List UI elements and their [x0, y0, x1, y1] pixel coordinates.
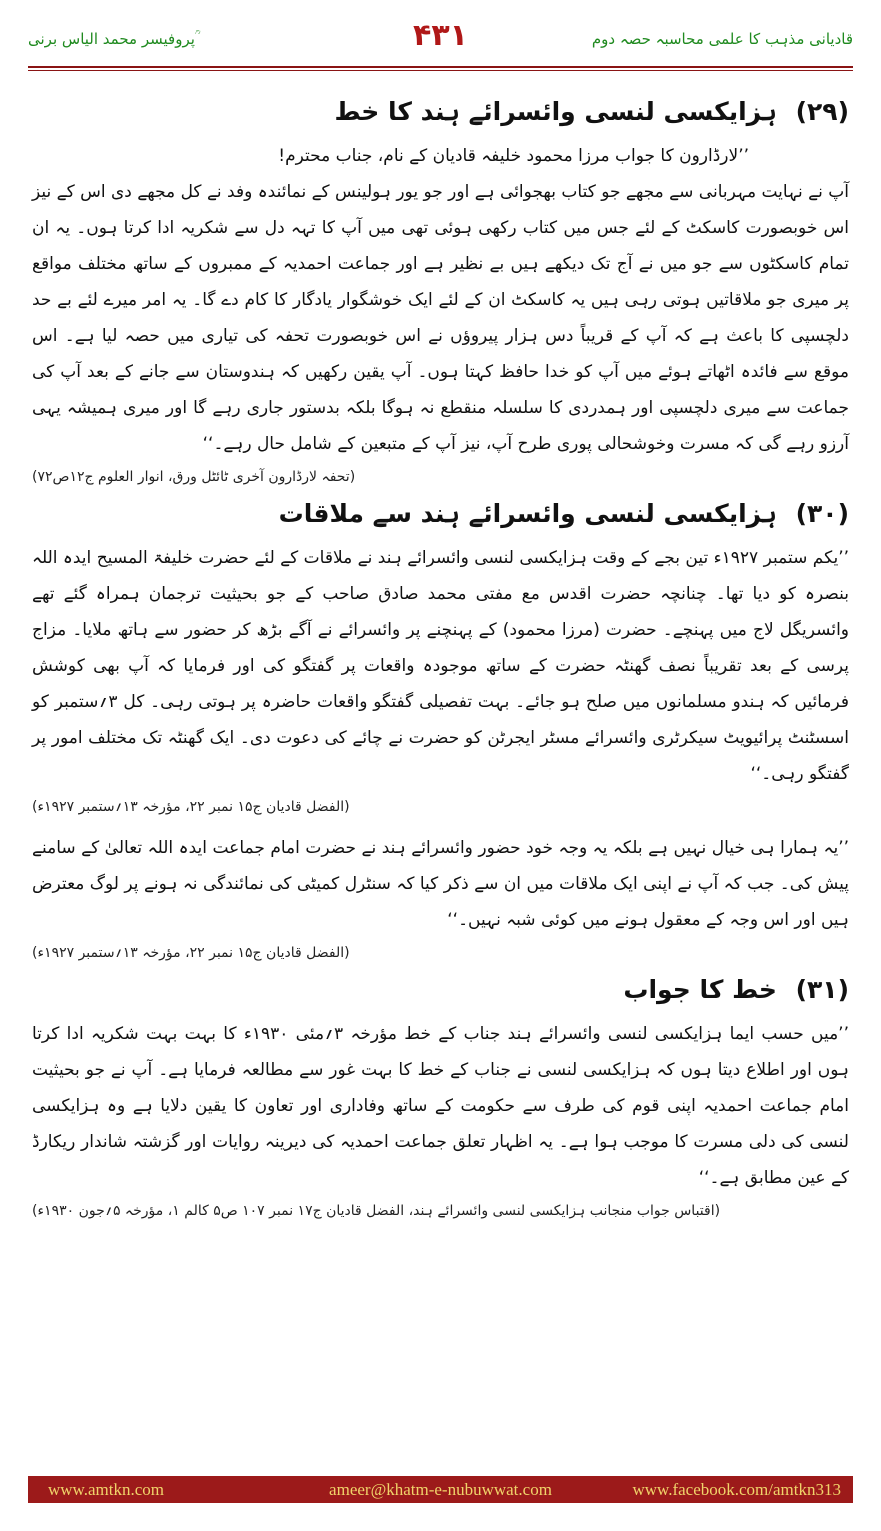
reference-citation: (اقتباس جواب منجانب ہزایکسی لنسی وائسرائے ہند، الفضل قادیان ج۱۷ نمبر ۱۰۷ ص۵ کالم ۱، مؤرخہ ۵؍جون ۱۹۳۰ء) [32, 1203, 721, 1219]
page-header [28, 18, 853, 64]
section-heading-29 [32, 90, 849, 134]
page-content [32, 90, 849, 1226]
section-number: (۲۹) [795, 97, 849, 126]
section-number: (۳۱) [795, 975, 849, 1004]
header-divider [28, 66, 853, 68]
section-heading-31 [32, 968, 849, 1012]
section-title: ہزایکسی لنسی وائسرائے ہند کا خط [334, 97, 777, 126]
section-number: (۳۰) [795, 499, 849, 528]
section-body: آپ نے نہایت مہربانی سے مجھے جو کتاب بھجوائی ہے اور جو یور ہولینس کے نمائندہ وفد نے کل مجھے دی اس کے نیز اس خوبصورت کاسکٹ کے لئے جس میں کتاب رکھی ہوئی تھی میں آپ کا تہہ دل سے شکریہ ادا کرتا ہوں۔ یہ ان تمام کاسکٹوں سے جو میں نے آج تک دیکھے ہیں بے نظیر ہے اور جماعت احمدیہ کے ممبروں کے ساتھ مختلف مواقع پر میری جو ملاقاتیں ہوتی رہی ہیں یہ کاسکٹ ان کے لئے ایک خوشگوار یادگار کا کام دے گا۔ یہ امر میرے لئے بے حد دلچسپی کا باعث ہے کہ آپ کے قریباً دس ہزار پیروؤں نے اس خوبصورت تحفہ کی تیاری میں حصہ لیا ہے۔ اس موقع سے فائدہ اٹھاتے ہوئے میں آپ کو خدا حافظ کہتا ہوں۔ آپ یقین رکھیں کہ ہندوستان سے جانے کے بعد آپ کی جماعت سے میری دلچسپی اور ہمدردی کا سلسلہ منقطع نہ ہوگا بلکہ بدستور جاری رہے گا اور میری ہمیشہ یہی آرزو رہے گی کہ مسرت وخوشحالی پوری طرح آپ، نیز آپ کے متبعین کے شامل حال رہے۔‘‘ [32, 182, 849, 454]
section-body: ’’یکم ستمبر ۱۹۲۷ء تین بجے کے وقت ہزایکسی لنسی وائسرائے ہند نے ملاقات کے لئے حضرت خلیفۃ المسیح ایدہ اللہ بنصرہ کو دیا تھا۔ چنانچہ حضرت اقدس مع مفتی محمد صادق صاحب کے جو بحیثیت ترجمان ہمراہ گئے تھے وائسریگل لاج میں پہنچے۔ حضرت (مرزا محمود) کے پہنچنے پر وائسرائے نے آگے بڑھ کر حضور سے ہاتھ ملایا۔ مزاج پرسی کے بعد تقریباً نصف گھنٹہ حضرت کے ساتھ موجودہ واقعات پر گفتگو کی اور فرمایا کہ آپ بھی کوشش فرمائیں کہ ہندو مسلمانوں میں صلح ہو جائے۔ بہت تفصیلی گفتگو واقعات حاضرہ پر ہوتی رہی۔ کل ۳؍ستمبر کو اسسٹنٹ پرائیویٹ سیکرٹری وائسرائے مسٹر ایجرٹن کو حضرت نے چائے کی دعوت دی۔ ایک گھنٹہ تک مختلف امور پر گفتگو رہی۔‘‘ [32, 548, 849, 784]
section-heading-30 [32, 492, 849, 536]
section-title: خط کا جواب [623, 975, 777, 1004]
section-body: ’’میں حسب ایما ہزایکسی لنسی وائسرائے ہند جناب کے خط مؤرخہ ۳؍مئی ۱۹۳۰ء کا بہت بہت شکریہ ادا کرتا ہوں اور اطلاع دیتا ہوں کہ ہزایکسی لنسی نے جناب کے خط کا بہت غور سے مطالعہ فرمایا ہے۔ آپ نے جو بحیثیت امام جماعت احمدیہ اپنی قوم کی طرف سے حکومت کے ساتھ وفاداری اور تعاون کا یقین دلایا ہے وہ ہزایکسی لنسی کی دلی مسرت کا موجب ہوا ہے۔ یہ اظہار تعلق جماعت احمدیہ کی دیرینہ روایات اور گزشتہ شاندار ریکارڈ کے عین مطابق ہے۔‘‘ [32, 1024, 849, 1188]
reference-citation: (الفضل قادیان ج۱۵ نمبر ۲۲، مؤرخہ ۱۳؍ستمبر ۱۹۲۷ء) [32, 945, 350, 961]
facebook-link[interactable]: www.facebook.com/amtkn313 [632, 1480, 841, 1499]
page-footer [28, 1476, 853, 1503]
website-link[interactable]: www.amtkn.com [48, 1480, 164, 1499]
letter-salutation: ’’لارڈارون کا جواب مرزا محمود خلیفہ قادیان کے نام، جناب محترم! [278, 146, 749, 166]
header-divider-thin [28, 70, 853, 71]
book-title: قادیانی مذہب کا علمی محاسبہ حصہ دوم [591, 30, 853, 48]
page-number: ۴۳۱ [413, 18, 468, 53]
email-link[interactable]: ameer@khatm-e-nubuwwat.com [329, 1480, 552, 1499]
author-name: پروفیسر محمد الیاس برنی ؒ [28, 30, 199, 48]
section-body-quote: ’’یہ ہمارا ہی خیال نہیں ہے بلکہ یہ وجہ خود حضور وائسرائے ہند نے حضرت امام جماعت ایدہ اللہ تعالیٰ کے سامنے پیش کی۔ جب کہ آپ نے اپنی ایک ملاقات میں ان سے ذکر کیا کہ سنٹرل کمیٹی کی نمائندگی نہ ہونے پر لوگ معترض ہیں اور اس وجہ کے معقول ہونے میں کوئی شبہ نہیں۔‘‘ [32, 838, 849, 930]
section-title: ہزایکسی لنسی وائسرائے ہند سے ملاقات [278, 499, 777, 528]
reference-citation: (الفضل قادیان ج۱۵ نمبر ۲۲، مؤرخہ ۱۳؍ستمبر ۱۹۲۷ء) [32, 799, 350, 815]
reference-citation: (تحفہ لارڈارون آخری ٹائٹل ورق، انوار العلوم ج۱۲ص۷۲) [32, 469, 356, 485]
